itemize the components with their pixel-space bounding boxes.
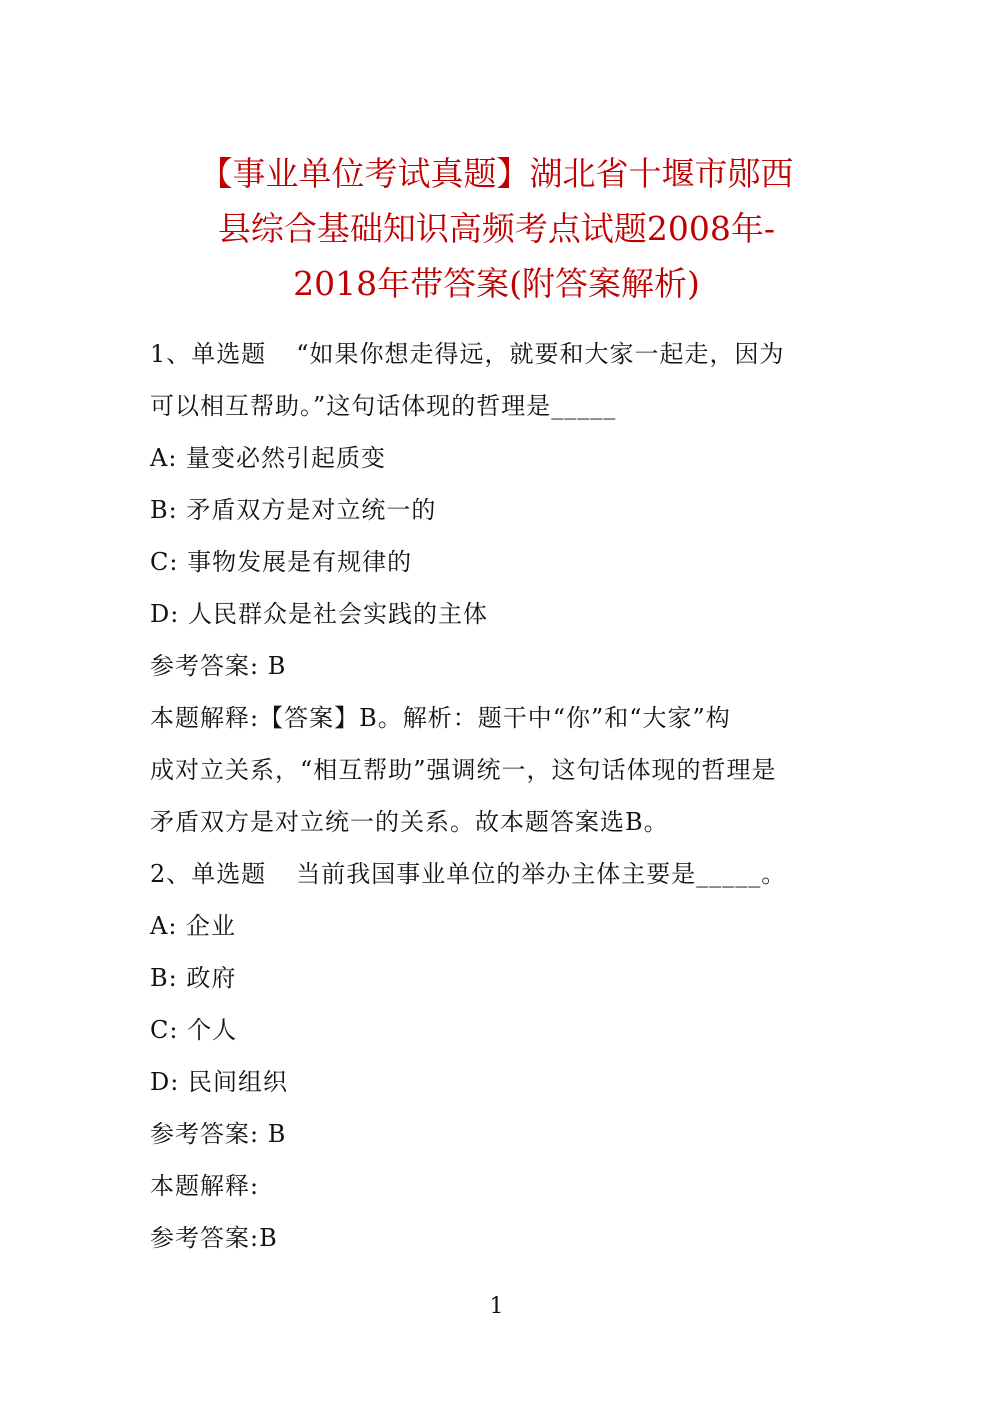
title-line-2: 县综合基础知识高频考点试题2008年- bbox=[217, 209, 776, 248]
question-1-option-c: C: 事物发展是有规律的 bbox=[150, 548, 413, 576]
question-1-answer: 参考答案: B bbox=[150, 652, 287, 680]
question-2-type: 单选题 bbox=[191, 860, 267, 888]
question-1-option-a: A: 量变必然引起质变 bbox=[150, 444, 387, 472]
question-2-option-d: D: 民间组织 bbox=[150, 1068, 288, 1096]
question-1-header bbox=[150, 339, 785, 369]
question-2-explanation-line-1: 本题解释: bbox=[150, 1172, 260, 1200]
question-2-option-b: B: 政府 bbox=[150, 964, 237, 992]
question-2-answer-repeat: 参考答案:B bbox=[150, 1224, 278, 1252]
question-1-option-b: B: 矛盾双方是对立统一的 bbox=[150, 496, 437, 524]
question-1-number: 1、 bbox=[150, 340, 192, 368]
document-title bbox=[120, 146, 873, 311]
question-1-stem-line-2: 可以相互帮助。”这句话体现的哲理是_____ bbox=[150, 392, 617, 420]
question-1-explanation-line-2: 成对立关系，“相互帮助”强调统一，这句话体现的哲理是 bbox=[150, 756, 777, 784]
title-line-3: 2018年带答案(附答案解析) bbox=[293, 264, 700, 303]
question-1-stem-line-1: “如果你想走得远，就要和大家一起走，因为 bbox=[296, 340, 785, 368]
page-number: 1 bbox=[489, 1294, 504, 1319]
question-1-explanation-line-3: 矛盾双方是对立统一的关系。故本题答案选B。 bbox=[150, 808, 669, 836]
title-line-1: 【事业单位考试真题】湖北省十堰市郧西 bbox=[199, 154, 794, 193]
question-2-option-a: A: 企业 bbox=[150, 912, 237, 940]
question-1-explanation-line-1: 本题解释:【答案】B。解析：题干中“你”和“大家”构 bbox=[150, 704, 731, 732]
question-2-stem-line-1: 当前我国事业单位的举办主体主要是_____。 bbox=[296, 860, 787, 888]
question-1-option-d: D: 人民群众是社会实践的主体 bbox=[150, 600, 488, 628]
question-2-option-c: C: 个人 bbox=[150, 1016, 238, 1044]
question-1-type: 单选题 bbox=[191, 340, 267, 368]
question-2-number: 2、 bbox=[150, 860, 192, 888]
question-2-header bbox=[150, 859, 786, 889]
question-2-answer: 参考答案: B bbox=[150, 1120, 287, 1148]
